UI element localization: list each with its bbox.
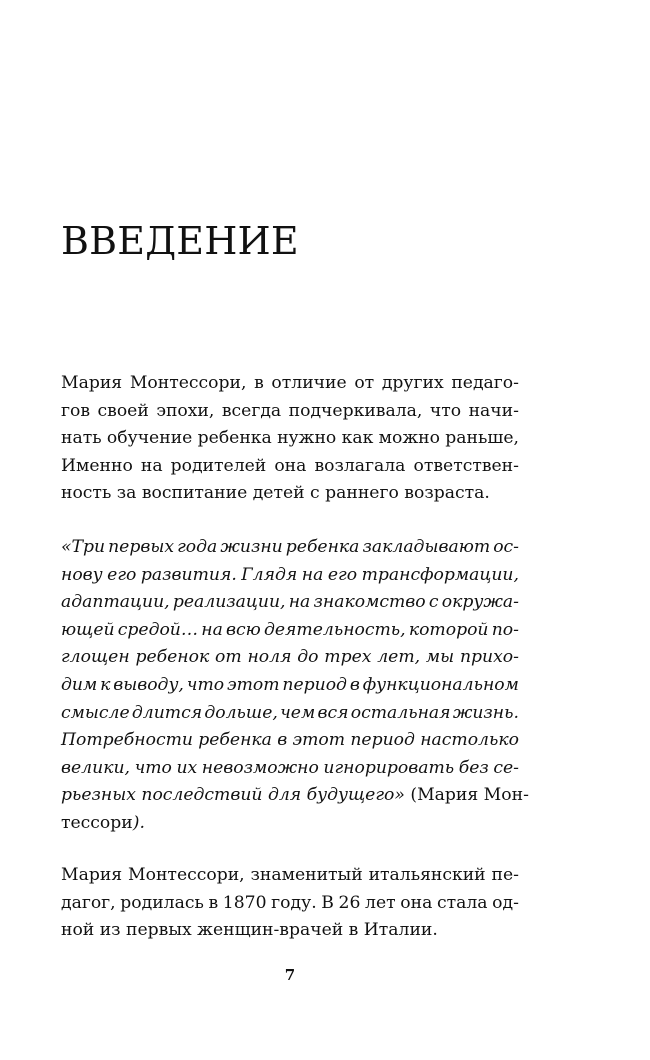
quote-line: нову его развития. Глядя на его трансформации, xyxy=(61,564,519,585)
text-line: дагог, родилась в 1870 году. В 26 лет она стала од- xyxy=(61,892,519,913)
text-line: гов своей эпохи, всегда подчеркивала, что начи- xyxy=(61,400,519,421)
paragraph-biography xyxy=(61,862,519,945)
text-line: ной из первых женщин-врачей в Италии. xyxy=(61,920,438,941)
quote-line: Потребности ребенка в этот период настолько xyxy=(61,730,519,751)
text-line: Именно на родителей она возлагала ответствен- xyxy=(61,455,519,476)
page-number: 7 xyxy=(284,966,296,984)
quote-line: адаптации, реализации, на знакомство с окружа- xyxy=(61,592,519,613)
quote-line: глощен ребенок от ноля до трех лет, мы прихо- xyxy=(61,647,519,668)
quote-attribution-end xyxy=(61,810,519,838)
quote-line: дим к выводу, что этот период в функциональном xyxy=(61,674,519,695)
quote-line: ющей средой… на всю деятельность, которой по- xyxy=(61,619,519,640)
text-line: ность за воспитание детей с раннего возраста. xyxy=(61,483,490,504)
attribution-text: тессори). xyxy=(61,812,145,833)
quote-line: смысле длится дольше, чем вся остальная жизнь. xyxy=(61,702,519,723)
text-line: нать обучение ребенка нужно как можно раньше, xyxy=(61,428,519,449)
chapter-title: ВВЕДЕНИЕ xyxy=(61,219,299,263)
montessori-quote xyxy=(61,534,529,838)
quote-line: рьезных последствий для будущего» xyxy=(61,785,405,806)
text-line: Мария Монтессори, знаменитый итальянский пе- xyxy=(61,865,519,885)
paragraph-intro xyxy=(61,370,519,508)
quote-attribution: (Мария Мон- xyxy=(404,785,529,806)
quote-line: велики, что их невозможно игнорировать без се- xyxy=(61,757,519,778)
quote-line-with-attribution xyxy=(61,782,529,810)
quote-line: «Три первых года жизни ребенка закладывают ос- xyxy=(61,537,519,557)
text-line: Мария Монтессори, в отличие от других педаго- xyxy=(61,373,519,393)
